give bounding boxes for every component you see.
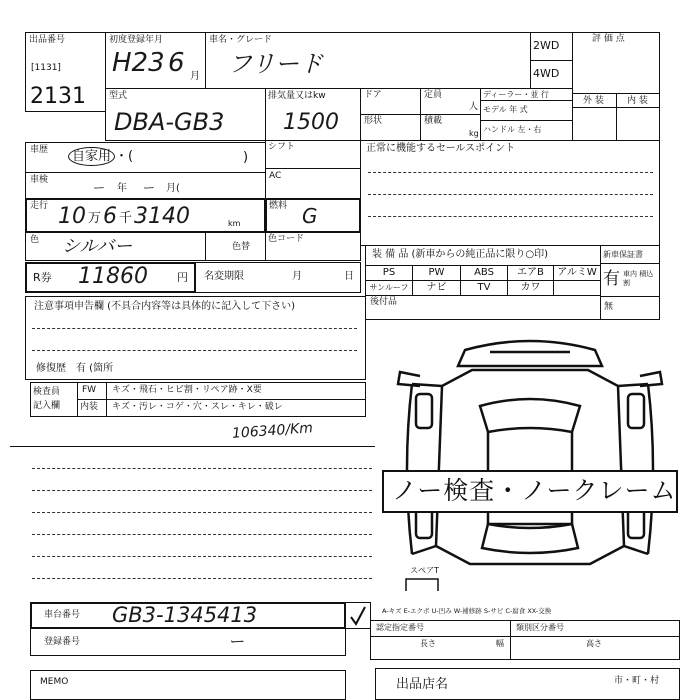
capacity-label: 定員	[424, 90, 443, 100]
capacity-unit: 人	[469, 102, 479, 112]
length-label: 長さ	[420, 639, 436, 648]
equipment-blank-cell	[553, 280, 601, 296]
mileage-sen: 6	[103, 204, 117, 229]
warranty-note: 車内 積込割	[623, 270, 654, 287]
recycle-unit: 円	[177, 271, 188, 284]
lot-bracket-number: [1131]	[31, 63, 61, 73]
first-registration-month: 6	[168, 48, 185, 78]
mileage-man-unit: 万	[88, 211, 102, 226]
car-diagram	[380, 328, 680, 573]
notes-title: 注意事項申告欄 (不具合内容等は具体的に記入して下さい)	[34, 301, 295, 312]
warranty-no: 無	[604, 302, 614, 312]
warranty-title: 新車保証書	[603, 250, 643, 259]
damage-legend: A-キズ E-エクボ U-凹み W-補修跡 S-サビ C-腐食 XX-交換	[382, 607, 552, 615]
inspector-fw-items: キズ・飛石・ヒビ割・リペア跡・X要	[112, 385, 262, 395]
no-claim-stamp-text: ノー検査・ノークレーム	[392, 476, 677, 505]
equipment-title: 装 備 品 (新車からの純正品に限り○印)	[372, 249, 549, 260]
fuel-label: 燃料	[269, 201, 288, 211]
registration-label: 登録番号	[44, 637, 81, 647]
ac-label: AC	[269, 171, 282, 181]
mileage-unit: km	[228, 219, 241, 228]
repair-history: 修復歴 有 (箇所	[36, 363, 114, 374]
inspector-interior: 内装	[80, 402, 99, 412]
name-change-month: 月	[292, 271, 302, 282]
lot-label: 出品番号	[29, 35, 66, 45]
inspector-interior-items: キズ・汚レ・コゲ・穴・スレ・キレ・破レ	[112, 402, 283, 412]
car-diagram-rear-window	[482, 524, 578, 553]
door-label: ドア	[364, 90, 382, 100]
equipment-abs: ABS	[460, 265, 508, 281]
equipment-tv: TV	[460, 280, 508, 296]
inspection-year-value: ー	[92, 181, 105, 195]
color-label: 色	[30, 235, 40, 245]
car-diagram-wheel-front-left	[416, 394, 432, 428]
mileage-label: 走行	[30, 201, 49, 211]
registration-value: ー	[228, 632, 245, 651]
warranty-yes: 有	[603, 269, 620, 289]
lot-number: 2131	[30, 84, 86, 109]
handwritten-mileage-note: 106340/Km	[231, 420, 314, 442]
history-close: )	[243, 150, 249, 165]
chassis-label: 車台番号	[44, 610, 81, 620]
mileage-rest: 3140	[134, 204, 190, 229]
shop-label: 出品店名	[396, 677, 449, 692]
equipment-ps: PS	[365, 265, 413, 281]
color-change-label: 色替	[232, 242, 251, 252]
memo-box	[30, 670, 346, 700]
classification-number-label: 類別区分番号	[516, 623, 564, 632]
spare-tire-label: スペアT	[410, 566, 439, 575]
check-mark-icon	[348, 605, 368, 627]
first-registration-era: H23	[112, 48, 165, 78]
handle-label: ハンドル 左・右	[483, 125, 542, 134]
inspection-year-unit: 年	[117, 183, 127, 194]
recycle-value: 11860	[78, 264, 148, 289]
fuel-value: G	[302, 204, 318, 228]
history-box	[25, 142, 266, 173]
equipment-leather: カワ	[507, 280, 554, 296]
model-value: DBA-GB3	[114, 108, 225, 136]
dealer-label: ディーラー・並 行	[483, 90, 549, 99]
interior-label: 内 装	[627, 96, 648, 106]
inspector-fw: FW	[82, 385, 97, 395]
inspection-month-value: ー	[142, 181, 155, 195]
car-diagram-windshield	[480, 399, 580, 432]
width-label: 幅	[496, 639, 504, 648]
shape-label: 形状	[364, 116, 383, 126]
spare-tire-bracket-icon	[404, 577, 440, 593]
inspection-month-unit: 月(	[166, 183, 180, 194]
model-label: 型式	[109, 91, 128, 101]
equipment-airbag: エアB	[507, 265, 554, 281]
load-label: 積載	[424, 116, 443, 126]
color-value: シルバー	[62, 236, 133, 257]
sales-point-title: 正常に機能するセールスポイント	[366, 143, 516, 154]
mileage-sen-unit: 千	[119, 211, 133, 226]
memo-label: MEMO	[40, 677, 69, 687]
sales-point-box	[360, 140, 660, 246]
chassis-value: GB3-1345413	[112, 603, 258, 627]
inspection-label: 車検	[30, 175, 49, 185]
equipment-pw: PW	[412, 265, 461, 281]
mileage-man: 10	[58, 204, 86, 229]
inspector-label-2: 記入欄	[33, 401, 61, 411]
car-name-value: フリード	[228, 50, 324, 78]
designation-number-label: 認定指定番号	[376, 623, 424, 632]
drive-4wd: 4WD	[533, 67, 560, 80]
inspector-label-1: 検査員	[33, 387, 61, 397]
model-year-label: モデル 年 式	[483, 105, 528, 114]
shift-label: シフト	[268, 142, 296, 152]
name-change-label: 名変期限	[204, 271, 244, 282]
car-name-label: 車名・グレード	[209, 35, 273, 45]
first-registration-label: 初度登録年月	[109, 35, 164, 45]
history-value	[68, 150, 133, 163]
first-registration-month-unit: 月	[190, 71, 200, 82]
displacement-label: 排気量又はkw	[268, 91, 326, 101]
exterior-label: 外 装	[583, 96, 604, 106]
history-rest: ・(	[115, 149, 134, 164]
height-label: 高さ	[586, 639, 602, 648]
car-diagram-front-bumper	[458, 341, 602, 366]
name-change-day: 日	[344, 271, 354, 282]
equipment-navi: ナビ	[412, 280, 461, 296]
aftermarket-box	[365, 295, 601, 320]
color-code-label: 色コード	[268, 234, 305, 244]
recycle-label: R券	[33, 271, 52, 284]
score-label: 評 価 点	[592, 34, 625, 44]
aftermarket-label: 後付品	[370, 297, 398, 307]
load-unit: kg	[469, 129, 479, 138]
history-label: 車歴	[30, 145, 49, 155]
displacement-value: 1500	[283, 110, 339, 135]
equipment-alloy-wheel: アルミW	[553, 265, 601, 281]
history-circled: 自家用	[68, 147, 115, 166]
equipment-sunroof: サンルーフ	[365, 280, 413, 296]
car-diagram-wheel-front-right	[628, 394, 644, 428]
shop-place: 市・町・村	[614, 676, 660, 686]
drive-2wd: 2WD	[533, 39, 560, 52]
